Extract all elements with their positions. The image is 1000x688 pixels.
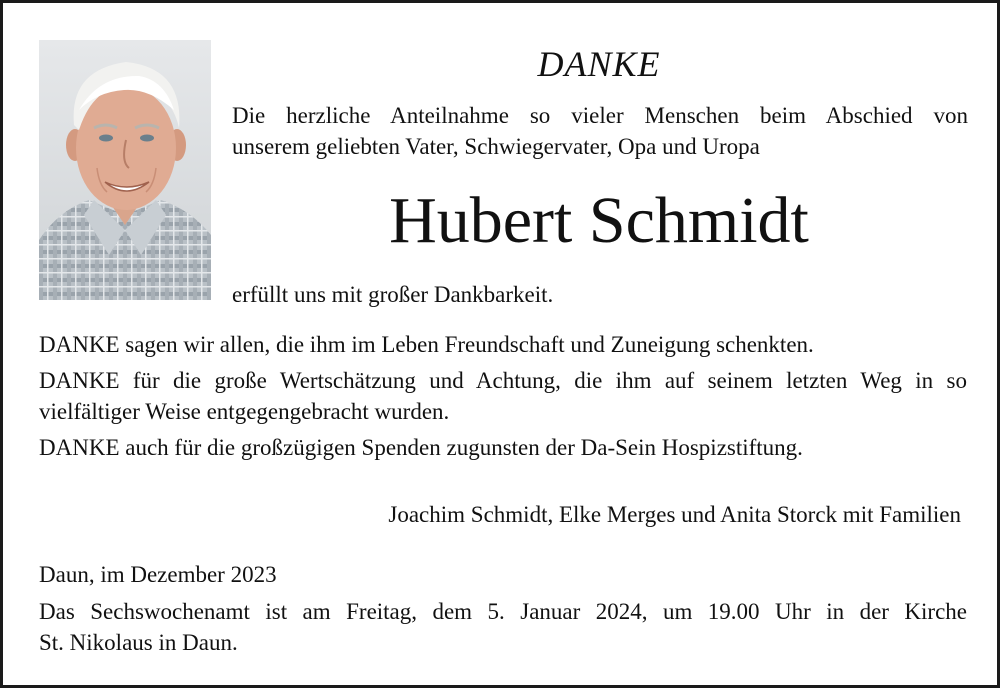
intro-text	[232, 100, 968, 162]
service-line-1: Das Sechswochenamt ist am Freitag, dem 5. Januar 2024, um 19.00 Uhr in der Kirche	[39, 599, 967, 624]
gratitude-text: erfüllt uns mit großer Dankbarkeit.	[232, 282, 554, 307]
heading-danke: DANKE	[537, 44, 661, 84]
thanks-line: vielfältiger Weise entgegengebracht wurden.	[39, 399, 450, 424]
thanks-paragraph	[39, 432, 967, 463]
memorial-service-info	[39, 596, 967, 658]
portrait-photo	[39, 40, 211, 300]
place-date: Daun, im Dezember 2023	[39, 562, 277, 587]
service-line-2: St. Nikolaus in Daun.	[39, 630, 238, 655]
thanks-line: DANKE für die große Wertschätzung und Achtung, die ihm auf seinem letzten Weg in so	[39, 368, 967, 393]
thanks-paragraph	[39, 365, 967, 427]
thanks-line: DANKE sagen wir allen, die ihm im Leben Freundschaft und Zuneigung schenkten.	[39, 332, 814, 357]
thanks-paragraph	[39, 329, 967, 360]
intro-line-2: unserem geliebten Vater, Schwiegervater, Opa und Uropa	[232, 134, 760, 159]
deceased-name: Hubert Schmidt	[389, 184, 809, 257]
thanks-line: DANKE auch für die großzügigen Spenden zugunsten der Da-Sein Hospizstiftung.	[39, 435, 803, 460]
family-signature: Joachim Schmidt, Elke Merges und Anita Storck mit Familien	[388, 502, 961, 527]
intro-line-1: Die herzliche Anteilnahme so vieler Menschen beim Abschied von	[232, 103, 968, 128]
thanks-paragraphs	[39, 329, 967, 468]
